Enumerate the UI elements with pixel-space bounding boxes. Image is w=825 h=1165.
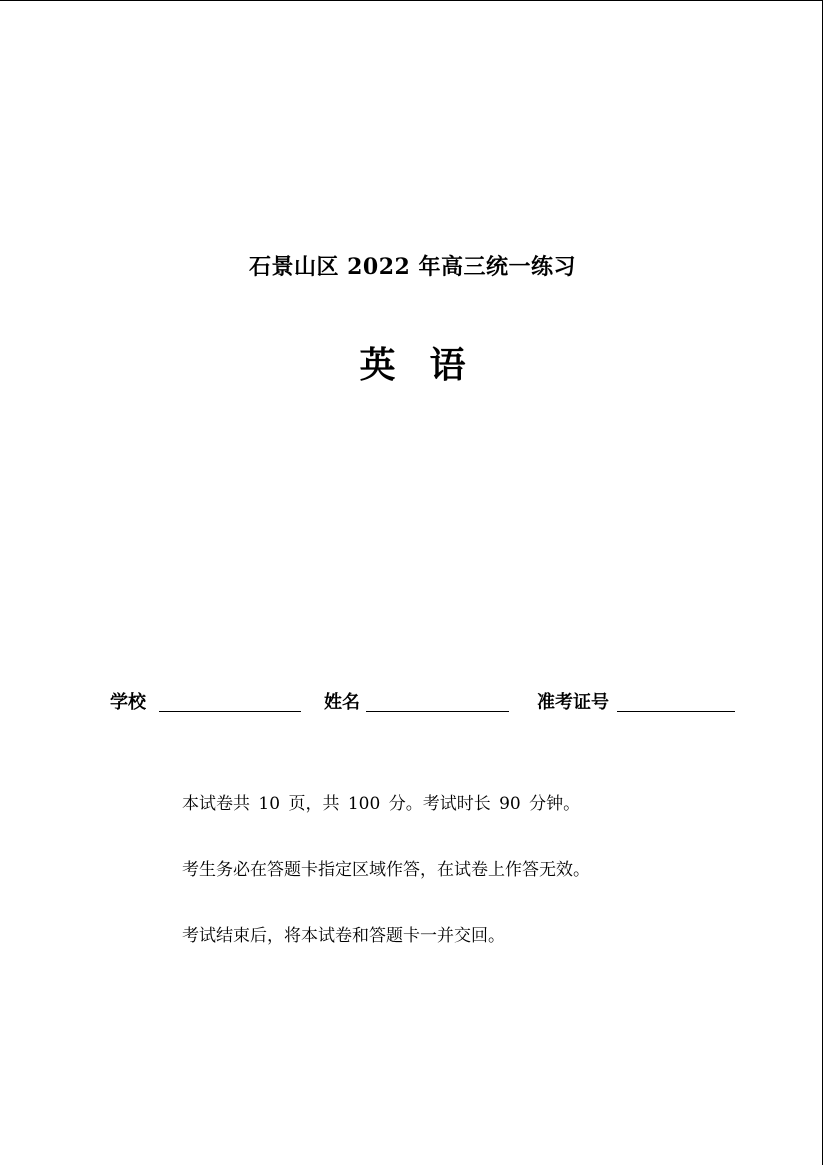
page-border-top xyxy=(0,0,823,1)
instruction-item: 考试结束后，将本试卷和答题卡一并交回。 xyxy=(182,926,505,946)
school-field[interactable] xyxy=(159,711,301,712)
ticket-number-label: 准考证号 xyxy=(537,692,609,713)
instruction-item: 考生务必在答题卡指定区域作答，在试卷上作答无效。 xyxy=(182,860,590,880)
exam-title: 石景山区 2022 年高三统一练习 xyxy=(248,254,577,280)
subject-title: 英语 xyxy=(359,345,500,386)
name-field[interactable] xyxy=(366,711,509,712)
exam-instructions xyxy=(182,790,782,988)
page-border-right xyxy=(822,0,823,1165)
instruction-item: 本试卷共 10 页，共 100 分。考试时长 90 分钟。 xyxy=(182,794,581,814)
student-info-row xyxy=(0,690,825,720)
name-label: 姓名 xyxy=(324,692,360,713)
school-label: 学校 xyxy=(110,692,146,713)
ticket-number-field[interactable] xyxy=(617,711,735,712)
